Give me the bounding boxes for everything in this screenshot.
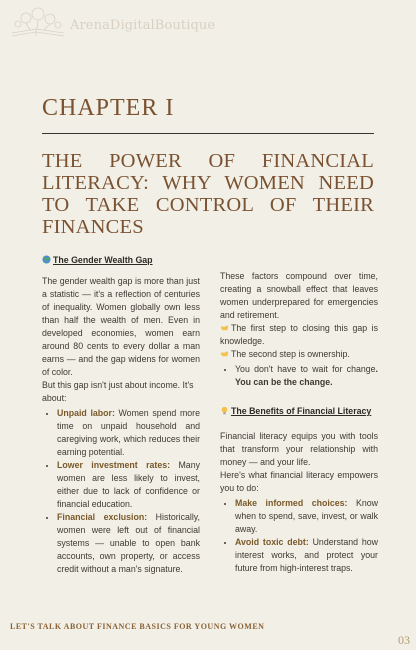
list-item [57, 407, 200, 459]
bullet-list [220, 497, 378, 575]
list-item [235, 497, 378, 536]
paragraph: These factors compound over time, creating a snowball effect that leaves women underprepared for emergencies and retirement. [220, 271, 378, 320]
section-heading-text: The Benefits of Financial Literacy [231, 406, 372, 416]
list-text: You don't have to wait for change [235, 364, 376, 374]
book-flowers-icon [6, 6, 70, 40]
paragraph: Financial literacy equips you with tools that transform your relationship with money — and your life. [220, 431, 378, 467]
paragraph: But this gap isn't just about income. It's about: [42, 380, 194, 403]
list-term: Make informed choices: [235, 498, 348, 508]
globe-icon [42, 255, 51, 264]
list-term: Lower investment rates: [57, 460, 171, 470]
pointing-hand-icon [220, 349, 229, 358]
list-term: Financial exclusion: [57, 512, 148, 522]
list-term: Avoid toxic debt: [235, 537, 309, 547]
list-term: Unpaid labor: [57, 408, 115, 418]
paragraph: Here's what financial literacy empowers you to do: [220, 470, 378, 493]
pointing-hand-icon [220, 323, 229, 332]
footer-text: LET'S TALK ABOUT FINANCE BASICS FOR YOUNG WOMEN [10, 622, 265, 631]
list-text: Women spend more time on unpaid household and caregiving work, which reduces their earning potential. [57, 408, 200, 457]
section-heading-wealth-gap [42, 254, 200, 267]
paragraph [220, 348, 378, 361]
list-text: Know when to spend, save, invest, or walk away. [235, 498, 378, 534]
list-item [235, 363, 378, 389]
paragraph-text: The second step is ownership. [231, 349, 350, 359]
list-item [57, 459, 200, 511]
list-text: Many women are less likely to invest, either due to lack of confidence or financial education. [57, 460, 200, 509]
list-text: Understand how interest works, and protect your future from high-interest traps. [235, 537, 378, 573]
right-column [220, 270, 378, 575]
chapter-title: THE POWER OF FINANCIAL LITERACY: WHY WOMEN NEED TO TAKE CONTROL OF THEIR FINANCES [42, 150, 374, 238]
list-text: Historically, women were left out of financial systems — unable to open bank accounts, own property, or access credit without a man's signature. [57, 512, 200, 574]
paragraph [220, 322, 378, 348]
paragraph-text: The first step to closing this gap is knowledge. [220, 323, 378, 346]
page-number: 03 [398, 633, 410, 647]
list-item [235, 536, 378, 575]
list-text-bold: . You can be the change. [235, 364, 378, 387]
section-heading-benefits [220, 405, 378, 418]
lightbulb-icon [220, 406, 229, 415]
brand-name: ArenaDigitalBoutique [70, 18, 216, 33]
bullet-list [42, 407, 200, 576]
divider [42, 133, 374, 134]
brand-logo [6, 6, 216, 40]
paragraph: The gender wealth gap is more than just a statistic — it's a reflection of centuries of inequality. Women globally own less than half the wealth of men. Even in developed economies, women earn around 80 cents to every dollar a man earns — and the gap widens for women of color. [42, 276, 200, 377]
left-column [42, 254, 200, 576]
bullet-list [220, 363, 378, 389]
section-heading-text: The Gender Wealth Gap [53, 255, 153, 265]
list-item [57, 511, 200, 576]
chapter-label: CHAPTER I [42, 95, 175, 121]
